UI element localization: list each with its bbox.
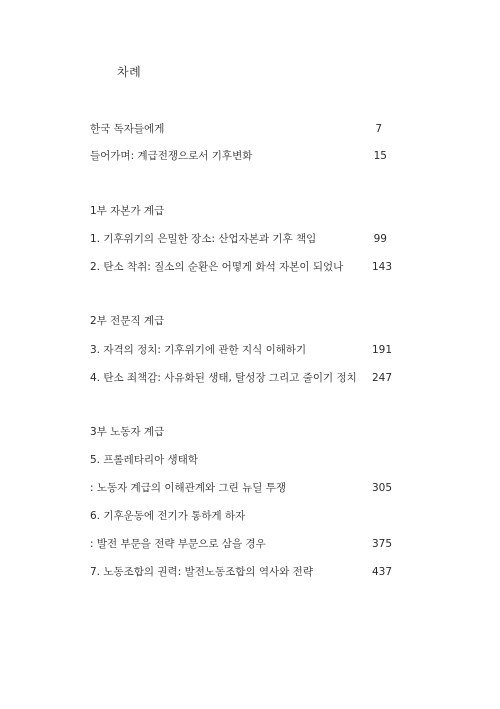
toc-entry-front-1[interactable] (90, 120, 392, 138)
toc-entry-front-2[interactable] (90, 147, 392, 165)
toc-entry-page: 247 (371, 372, 392, 384)
toc-entry-7[interactable] (90, 563, 392, 581)
toc-entry-title: : 발전 부문을 전략 부문으로 삼을 경우 (90, 538, 266, 550)
toc-entry-3[interactable] (90, 341, 392, 359)
toc-entry-title: 한국 독자들에게 (90, 123, 165, 135)
toc-entry-6[interactable] (90, 507, 392, 525)
toc-entry-title: 3. 자격의 정치: 기후위기에 관한 지식 이해하기 (90, 344, 307, 356)
toc-entry-title: 2. 탄소 착취: 질소의 순환은 어떻게 화석 자본이 되었나 (90, 261, 344, 273)
toc-entry-5-subtitle[interactable] (90, 479, 392, 497)
toc-entry-5[interactable] (90, 451, 392, 469)
toc-entry-page: 143 (371, 261, 392, 273)
toc-entry-page: 191 (371, 344, 392, 356)
toc-part-2: 2부 전문직 계급 (90, 315, 165, 327)
toc-entry-page: 99 (373, 233, 387, 245)
toc-entry-6-subtitle[interactable] (90, 535, 392, 553)
toc-title: 차례 (117, 65, 142, 79)
toc-part-3: 3부 노동자 계급 (90, 426, 165, 438)
toc-entry-2[interactable] (90, 258, 392, 276)
toc-entry-page: 7 (375, 123, 382, 135)
toc-entry-title: 들어가며: 계급전쟁으로서 기후변화 (90, 150, 253, 162)
toc-entry-4[interactable] (90, 369, 392, 387)
toc-entry-title: : 노동자 계급의 이해관계와 그린 뉴딜 투쟁 (90, 482, 286, 494)
toc-part-1: 1부 자본가 계급 (90, 205, 165, 217)
toc-entry-title: 7. 노동조합의 권력: 발전노동조합의 역사와 전략 (90, 566, 313, 578)
toc-entry-title: 6. 기후운동에 전기가 통하게 하자 (90, 510, 246, 522)
toc-entry-page: 437 (371, 566, 392, 578)
toc-entry-title: 1. 기후위기의 은밀한 장소: 산업자본과 기후 책임 (90, 233, 317, 245)
toc-entry-page: 305 (371, 482, 392, 494)
toc-entry-title: 4. 탄소 죄책감: 사유화된 생태, 탈성장 그리고 줄이기 정치 (90, 372, 357, 384)
toc-entry-page: 375 (371, 538, 392, 550)
toc-entry-1[interactable] (90, 230, 392, 248)
toc-entry-title: 5. 프롤레타리아 생태학 (90, 454, 198, 466)
toc-entry-page: 15 (373, 150, 387, 162)
